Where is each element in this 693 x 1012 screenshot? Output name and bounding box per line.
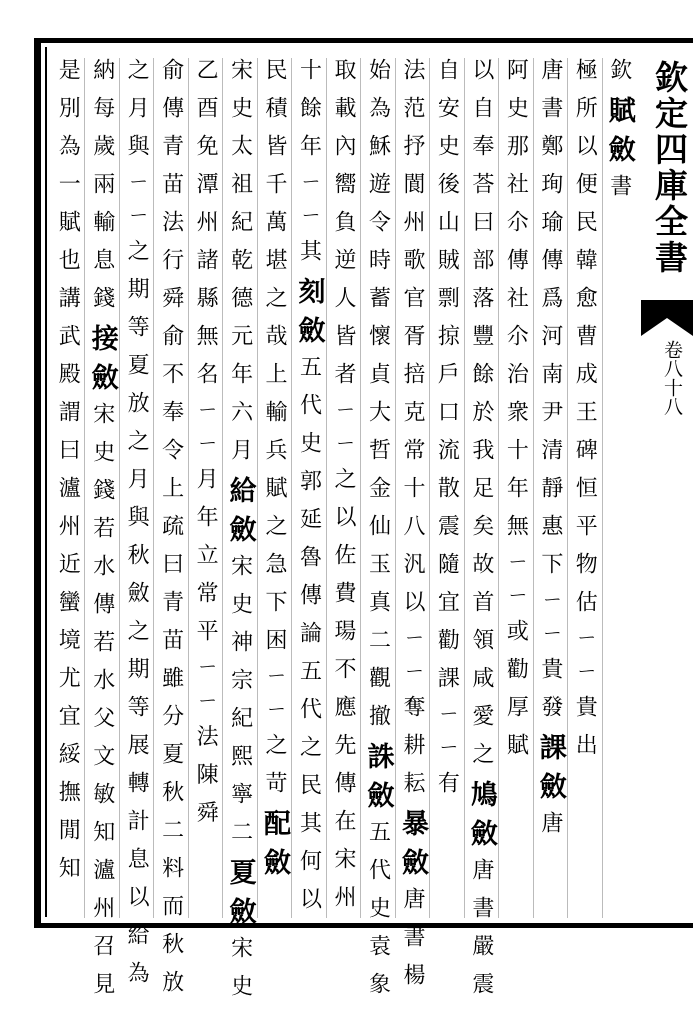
column-text: 堪之哉上輸兵賦之急下困ㄧㄧ之苛 [262, 248, 288, 810]
column-text: 唐書楊 [399, 887, 425, 1002]
column-text: 民積皆千萬 [262, 58, 288, 248]
fish-tail-mark [641, 300, 693, 336]
text-column [497, 58, 533, 918]
column-text: 之月與ㄧㄧ之期等夏放之月與秋斂之期等展轉計息以給為 [124, 58, 150, 1000]
column-text: 以便民韓愈曹成王碑恒平物估ㄧㄧ貴出 [572, 134, 598, 772]
column-text: 唐書鄭珣瑜傳爲河南尹清靜惠下ㄧㄧ貴發 [537, 58, 563, 734]
column-text: 年立常平ㄧㄧ法 [193, 505, 219, 763]
column-text: 書 [606, 174, 632, 212]
column-text: 十餘年ㄧㄧ其 [296, 58, 322, 278]
column-text: 法范抒閬州歌官胥掊克常十八汎以ㄧㄧ奪耕耘 [399, 58, 425, 810]
column-text: 五代史郭延魯傳論五代之民其何以 [296, 355, 322, 926]
column-text: 始為穌遊令時蓄懷貞大哲金仙玉真二觀撤 [365, 58, 391, 742]
column-text: 宋史太祖紀乾德元年六月 [227, 58, 253, 476]
column-text: 唐書嚴震 [468, 858, 494, 1010]
column-text: 取載內嚮負逆人皆者ㄧㄧ之以佐費瑒不應 [331, 58, 356, 734]
entry-term: 接斂 [86, 324, 118, 402]
text-column [49, 58, 85, 918]
entry-term: 給斂 [224, 476, 256, 554]
text-column [153, 58, 189, 1008]
entry-term: 刻斂 [293, 277, 325, 356]
column-text: 納每歲兩輸息錢 [89, 58, 115, 324]
text-column [291, 58, 327, 926]
text-column [463, 58, 499, 1010]
entry-term: 配斂 [259, 809, 291, 888]
column-text: 先傳在宋州 [331, 733, 356, 924]
column-text: 俞傳青苗法行舜俞不奉令上疏曰青苗雖分夏秋二料而秋放 [158, 58, 184, 1008]
entry-term: 暴斂 [396, 809, 428, 888]
column-text: 宋史 [227, 936, 253, 1012]
text-column [118, 58, 154, 1000]
text-column [222, 58, 258, 1012]
text-column [256, 58, 292, 918]
text-column [187, 58, 223, 918]
volume-label: 卷八十八 [661, 340, 683, 416]
column-text: 阿史那社尒傳社尒治衆十年無ㄧㄧ或勸厚賦 [503, 58, 529, 772]
text-column [394, 58, 430, 1002]
entry-term: 夏斂 [224, 858, 256, 936]
column-text: 以自奉荅曰部落豐餘於我足矣故首領咸愛之 [468, 58, 494, 780]
entry-term: 賦斂 [603, 96, 635, 174]
text-column [325, 58, 361, 924]
text-column [428, 58, 464, 918]
column-text: 極所 [572, 58, 598, 134]
text-column [601, 58, 637, 918]
text-column [359, 58, 395, 1010]
column-text: 乙酉免潭州諸縣無名ㄧㄧ月 [193, 58, 219, 506]
entry-term: 誅斂 [362, 742, 394, 820]
column-text: 自安史後山賊剽掠戶口流散震隨宜勸課ㄧㄧ有 [434, 58, 460, 810]
book-title: 欽定四庫全書 [650, 60, 689, 276]
inner-border-rule [45, 47, 47, 917]
entry-term: 課斂 [534, 733, 566, 812]
column-text: 陳舜 [193, 762, 219, 839]
column-text: 宋史神宗紀熙寧二 [227, 554, 253, 858]
text-column [532, 58, 568, 918]
entry-term: 鳩斂 [465, 780, 497, 858]
column-text: 五代史袁象 [365, 820, 391, 1010]
column-text: 宋史錢若水傳若水父文敏知瀘州召見 [89, 402, 115, 1010]
column-text: 講武殿謂曰瀘州近蠻境尤宜綏撫閒知 [55, 286, 81, 894]
column-text: 是別為一賦也 [55, 58, 81, 286]
column-text: 唐 [537, 811, 563, 850]
text-column [566, 58, 602, 918]
column-text: 欽 [606, 58, 632, 96]
text-column [84, 58, 120, 1010]
